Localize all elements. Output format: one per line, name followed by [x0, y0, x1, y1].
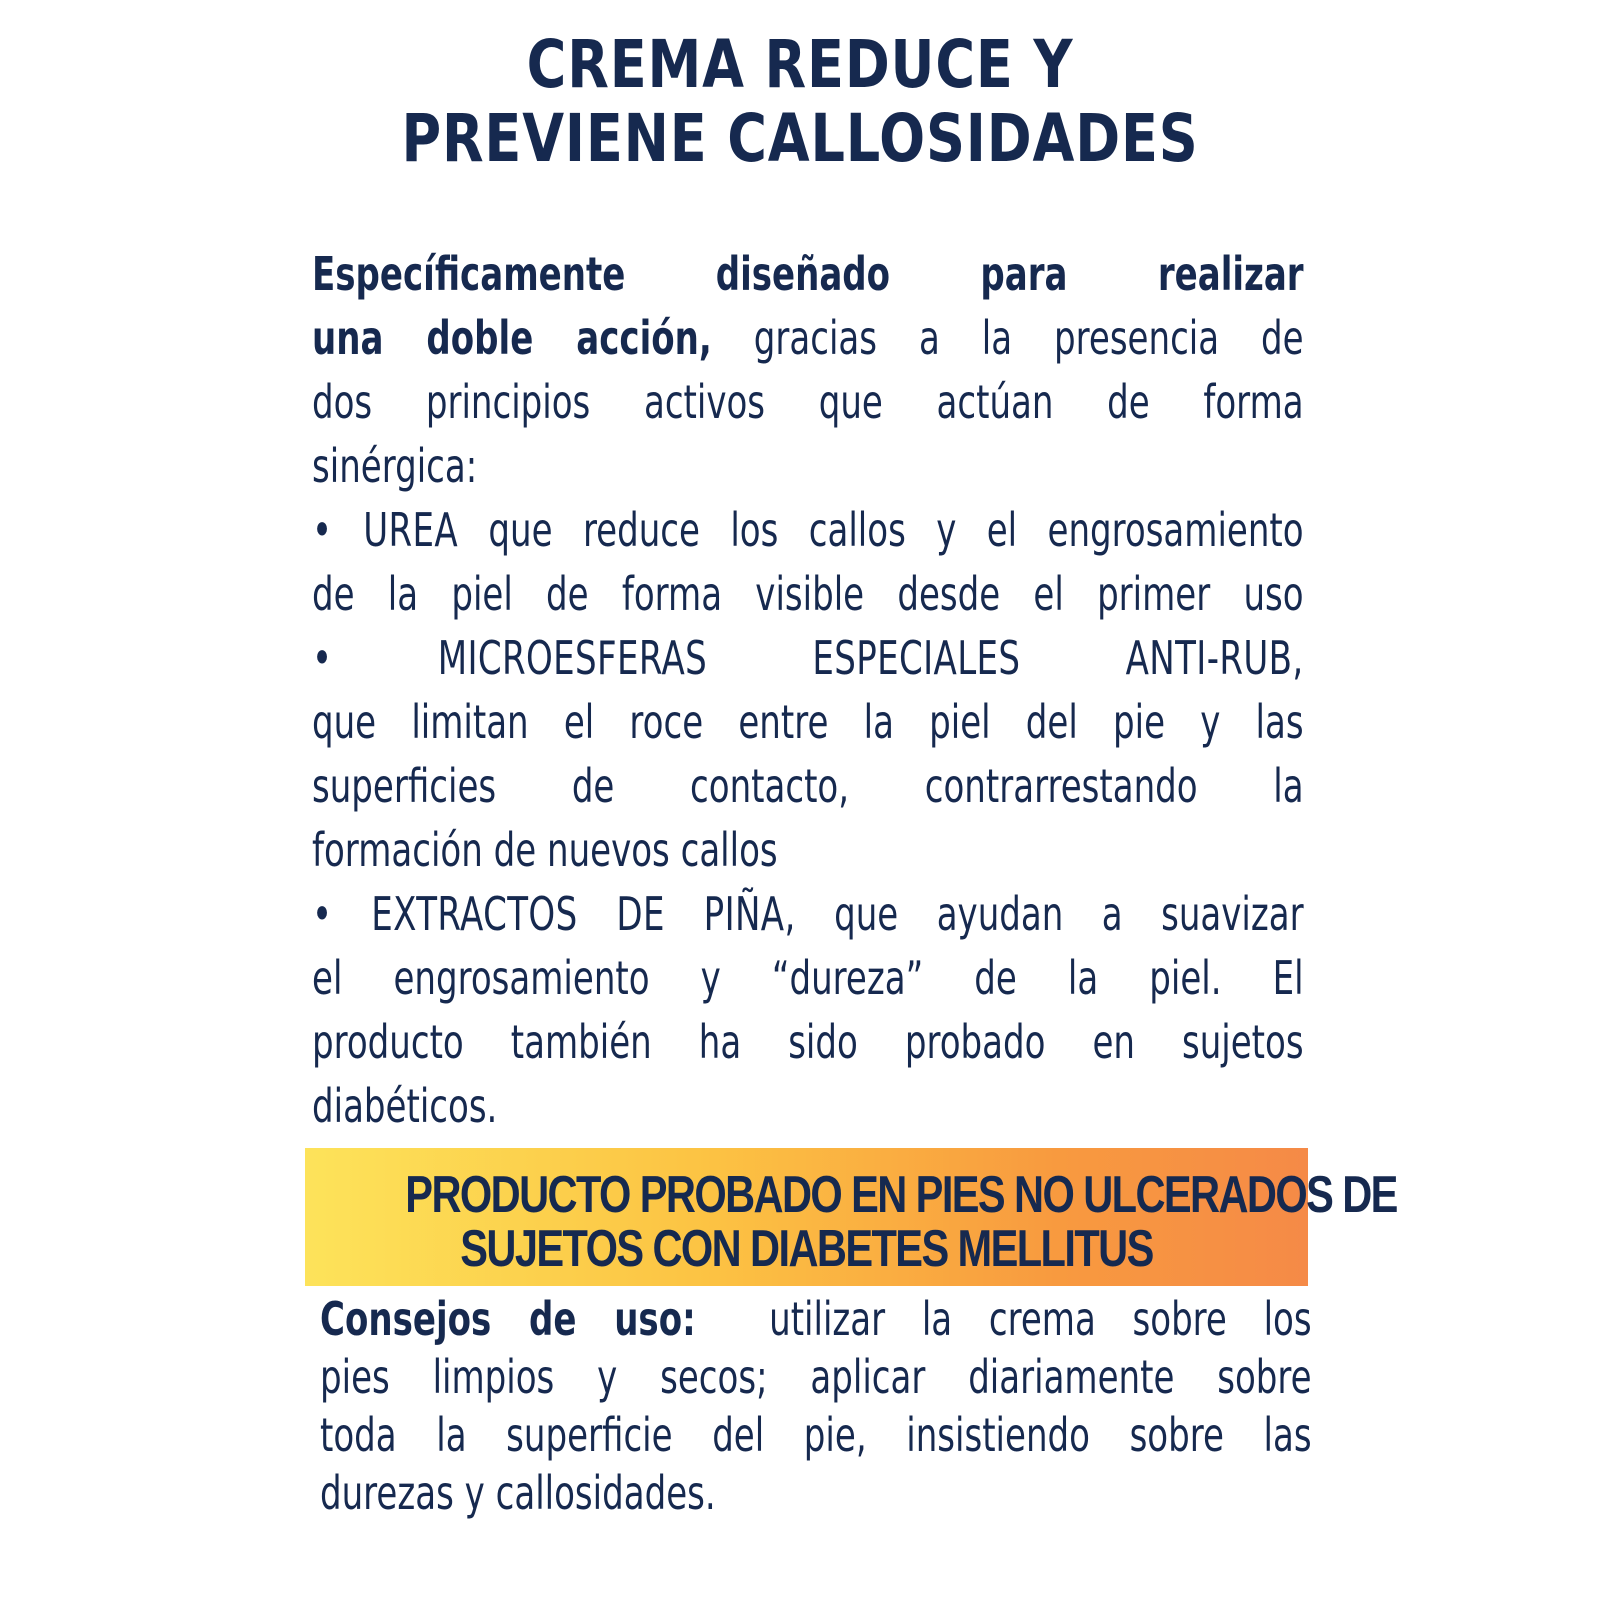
banner-line-1: PRODUCTO PROBADO EN PIES NO ULCERADOS DE: [405, 1166, 1397, 1224]
tips-line: pies limpios y secos; aplicar diariamente sobre: [320, 1350, 1312, 1404]
title-line-2: PREVIENE CALLOSIDADES: [401, 100, 1199, 177]
tips-text: utilizar la crema sobre los: [695, 1292, 1312, 1346]
bullet-text: que reduce los callos y el engrosamiento: [458, 503, 1304, 557]
bullet-heading: • MICROESFERAS ESPECIALES ANTI-RUB,: [312, 631, 1304, 685]
description-line: de la piel de forma visible desde el primer uso: [312, 567, 1304, 621]
bullet-extractos: [312, 882, 1304, 946]
intro-bold-text: una doble acción,: [312, 311, 712, 365]
description-line: el engrosamiento y “dureza” de la piel. El: [312, 951, 1304, 1005]
bullet-microesferas: [312, 626, 1304, 690]
description-line: [312, 306, 1304, 370]
bullet-text: que ayudan a suavizar: [795, 887, 1304, 941]
description-line: producto también ha sido probado en sujetos: [312, 1015, 1304, 1069]
description-line: diabéticos.: [312, 1079, 498, 1133]
description-line: formación de nuevos callos: [312, 823, 778, 877]
intro-text: gracias a la presencia de: [711, 311, 1304, 365]
bullet-urea: [312, 498, 1304, 562]
intro-bold-text: Específicamente diseñado para realizar: [312, 247, 1304, 301]
bullet-heading: • EXTRACTOS DE PIÑA,: [312, 887, 796, 941]
description-line: dos principios activos que actúan de forma: [312, 375, 1304, 429]
page-title: [144, 28, 1456, 176]
description-line: sinérgica:: [312, 439, 478, 493]
usage-tips: [320, 1290, 1312, 1522]
description-line: [312, 242, 1304, 306]
tips-line: durezas y callosidades.: [320, 1466, 716, 1520]
banner-text: [405, 1166, 1397, 1278]
description-line: que limitan el roce entre la piel del pie y las: [312, 695, 1304, 749]
description-line: superficies de contacto, contrarrestando la: [312, 759, 1304, 813]
banner-line-2: SUJETOS CON DIABETES MELLITUS: [460, 1220, 1153, 1278]
tested-product-banner: [305, 1148, 1397, 1286]
product-description: [312, 242, 1304, 1138]
tips-line: [320, 1290, 1312, 1348]
tips-line: toda la superficie del pie, insistiendo sobre las: [320, 1408, 1312, 1462]
bullet-heading: • UREA: [312, 503, 459, 557]
tips-label: Consejos de uso:: [320, 1292, 696, 1346]
title-line-1: CREMA REDUCE Y: [526, 26, 1074, 103]
